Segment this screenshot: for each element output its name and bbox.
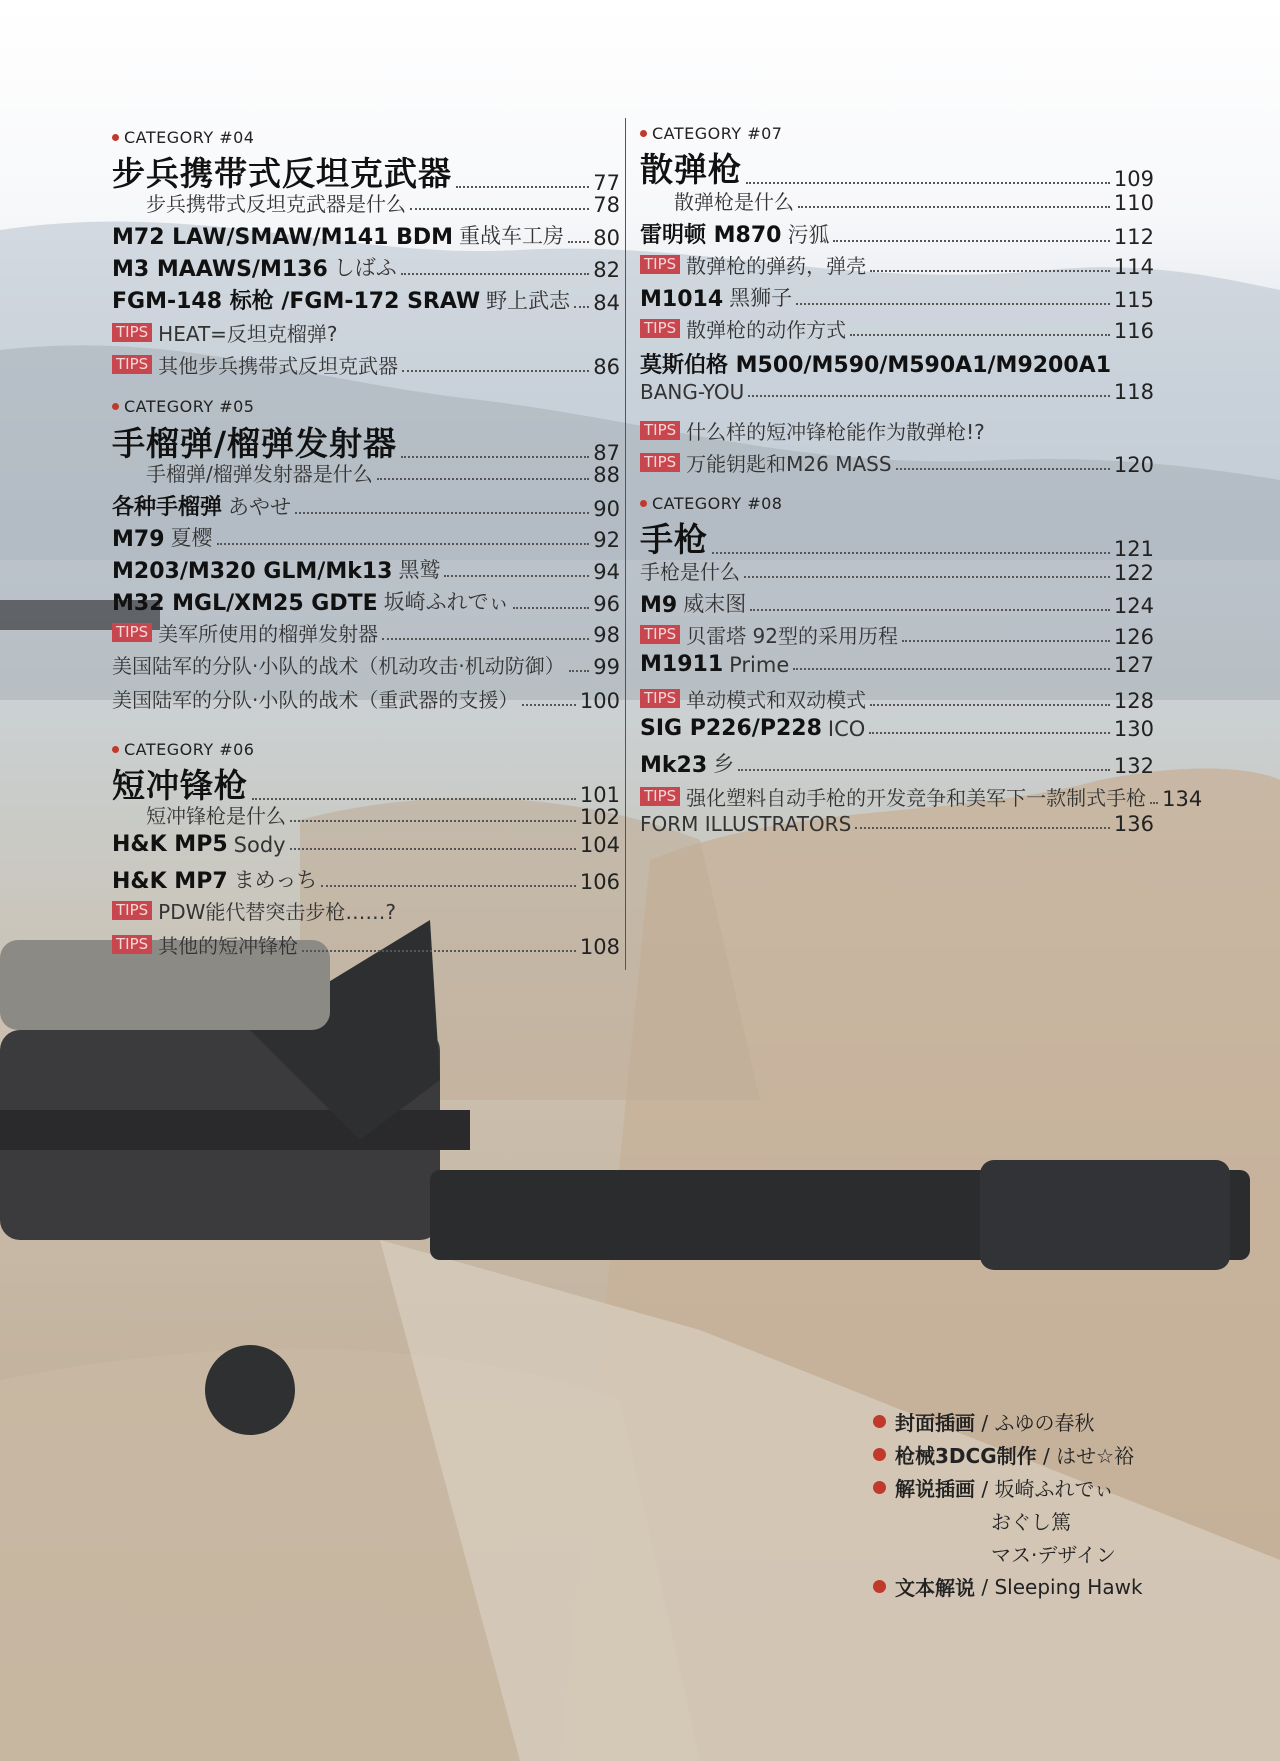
dot-leader bbox=[902, 640, 1110, 642]
bullet-icon bbox=[112, 403, 119, 410]
dot-leader bbox=[712, 552, 1110, 554]
page-number: 134 bbox=[1162, 787, 1203, 811]
credit-row: 枪械3DCG制作 / はせ☆裕 bbox=[873, 1438, 1143, 1471]
page-number: 94 bbox=[593, 560, 620, 584]
page-number: 98 bbox=[593, 623, 620, 647]
page-number: 99 bbox=[593, 655, 620, 679]
tips-badge: TIPS bbox=[640, 319, 680, 338]
toc-entry[interactable] bbox=[112, 864, 620, 894]
dot-leader bbox=[401, 273, 589, 275]
toc-entry[interactable] bbox=[640, 556, 1154, 585]
toc-entry[interactable] bbox=[112, 318, 620, 347]
entry-title: PDW能代替突击步枪……? bbox=[158, 900, 397, 924]
page-number: 115 bbox=[1113, 288, 1154, 312]
toc-entry[interactable] bbox=[640, 620, 1154, 649]
toc-entry[interactable] bbox=[112, 586, 620, 616]
entry-title: 什么样的短冲锋枪能作为散弹枪!? bbox=[686, 420, 985, 444]
toc-entry[interactable] bbox=[640, 250, 1154, 279]
credit-row: 解说插画 / 坂崎ふれでぃ bbox=[873, 1471, 1143, 1504]
dot-leader bbox=[833, 240, 1109, 242]
toc-entry[interactable] bbox=[112, 896, 620, 925]
page-number: 122 bbox=[1113, 561, 1154, 585]
tips-badge: TIPS bbox=[112, 355, 152, 374]
toc-entry[interactable] bbox=[112, 650, 620, 679]
toc-entry[interactable] bbox=[640, 812, 1154, 836]
entry-title: 手枪 bbox=[640, 520, 708, 559]
toc-entry[interactable] bbox=[674, 186, 1154, 215]
page-number: 106 bbox=[579, 870, 620, 894]
dot-leader bbox=[444, 575, 589, 577]
toc-entry[interactable] bbox=[640, 588, 1154, 618]
tips-badge: TIPS bbox=[640, 625, 680, 644]
page-number: 104 bbox=[579, 833, 620, 857]
dot-leader bbox=[290, 820, 576, 822]
entry-title: SIG P226/P228 bbox=[640, 716, 822, 741]
entry-author: 野上武志 bbox=[486, 289, 571, 313]
page-number: 127 bbox=[1113, 653, 1154, 677]
page-number: 87 bbox=[593, 441, 620, 465]
entry-author: まめっち bbox=[233, 868, 318, 892]
dot-leader bbox=[793, 668, 1110, 670]
toc-entry[interactable] bbox=[640, 448, 1154, 477]
tips-badge: TIPS bbox=[640, 255, 680, 274]
dot-leader bbox=[522, 704, 576, 706]
entry-author: 重战车工房 bbox=[459, 224, 564, 248]
dot-leader bbox=[302, 950, 576, 952]
page-number: 132 bbox=[1113, 754, 1154, 778]
entry-title: 短冲锋枪是什么 bbox=[146, 804, 286, 828]
dot-leader bbox=[744, 576, 1110, 578]
entry-title: M3 MAAWS/M136 bbox=[112, 257, 328, 282]
dot-leader bbox=[748, 395, 1110, 397]
tips-badge: TIPS bbox=[640, 689, 680, 708]
page-number: 112 bbox=[1113, 225, 1154, 249]
page-number: 116 bbox=[1113, 319, 1154, 343]
entry-author: あやせ bbox=[228, 495, 292, 519]
category-label: CATEGORY #05 bbox=[112, 397, 254, 416]
dot-leader bbox=[574, 306, 589, 308]
dot-leader bbox=[569, 670, 590, 672]
page-number: 92 bbox=[593, 528, 620, 552]
entry-author: 污狐 bbox=[787, 223, 830, 247]
entry-title: FGM-148 标枪 /FGM-172 SRAW bbox=[112, 289, 481, 314]
dot-leader bbox=[295, 512, 589, 514]
page-number: 86 bbox=[593, 355, 620, 379]
entry-title: 步兵携带式反坦克武器 bbox=[112, 154, 452, 193]
toc-entry[interactable] bbox=[640, 282, 1154, 312]
entry-title: 散弹枪的动作方式 bbox=[686, 318, 847, 342]
entry-title: 其他步兵携带式反坦克武器 bbox=[158, 354, 399, 378]
category-label: CATEGORY #08 bbox=[640, 494, 782, 513]
bullet-icon bbox=[640, 130, 647, 137]
entry-title: 短冲锋枪 bbox=[112, 766, 248, 805]
bullet-icon bbox=[640, 500, 647, 507]
entry-title: 散弹枪 bbox=[640, 150, 742, 189]
credit-row: 文本解说 / Sleeping Hawk bbox=[873, 1570, 1143, 1603]
entry-title: 万能钥匙和M26 MASS bbox=[686, 452, 892, 476]
entry-title: FORM ILLUSTRATORS bbox=[640, 812, 852, 836]
dot-leader bbox=[321, 885, 575, 887]
toc-entry[interactable] bbox=[640, 380, 1154, 404]
page-number: 109 bbox=[1113, 167, 1154, 191]
entry-title: M32 MGL/XM25 GDTE bbox=[112, 591, 378, 616]
bullet-icon bbox=[873, 1415, 886, 1428]
page-number: 114 bbox=[1113, 255, 1154, 279]
bullet-icon bbox=[873, 1481, 886, 1494]
entry-title: 手枪是什么 bbox=[640, 560, 740, 584]
toc-entry[interactable] bbox=[112, 522, 620, 552]
tips-badge: TIPS bbox=[112, 323, 152, 342]
entry-title: M203/M320 GLM/Mk13 bbox=[112, 559, 393, 584]
tips-badge: TIPS bbox=[112, 623, 152, 642]
dot-leader bbox=[1150, 802, 1158, 804]
page-number: 82 bbox=[593, 258, 620, 282]
tips-badge: TIPS bbox=[640, 787, 680, 806]
toc-entry[interactable] bbox=[640, 716, 1154, 741]
dot-leader bbox=[850, 334, 1110, 336]
entry-title: Mk23 bbox=[640, 753, 708, 778]
page-number: 101 bbox=[579, 783, 620, 807]
toc-entry[interactable] bbox=[112, 350, 620, 379]
entry-title: 其他的短冲锋枪 bbox=[158, 934, 299, 958]
toc-entry[interactable] bbox=[640, 314, 1154, 343]
column-divider bbox=[625, 118, 626, 970]
dot-leader bbox=[217, 543, 590, 545]
entry-title: 莫斯伯格 M500/M590/M590A1/M9200A1 bbox=[640, 353, 1112, 378]
category-label: CATEGORY #06 bbox=[112, 740, 254, 759]
page-number: 80 bbox=[593, 226, 620, 250]
entry-title: M9 bbox=[640, 593, 678, 618]
entry-title: 各种手榴弹 bbox=[112, 495, 223, 520]
entry-title: 强化塑料自动手枪的开发竞争和美军下一款制式手枪 bbox=[686, 786, 1147, 810]
page-number: 124 bbox=[1113, 594, 1154, 618]
credit-row: マス·デザイン bbox=[991, 1543, 1116, 1567]
entry-title: M72 LAW/SMAW/M141 BDM bbox=[112, 225, 453, 250]
page-number: 118 bbox=[1113, 380, 1154, 404]
page-number: 126 bbox=[1113, 625, 1154, 649]
dot-leader bbox=[382, 638, 589, 640]
page-number: 120 bbox=[1113, 453, 1154, 477]
page-number: 88 bbox=[593, 463, 620, 487]
section-heading-entry[interactable] bbox=[640, 514, 1154, 561]
page-number: 78 bbox=[593, 193, 620, 217]
credit-row: おぐし篤 bbox=[991, 1510, 1071, 1534]
toc-entry[interactable] bbox=[640, 218, 1154, 249]
toc-entry[interactable] bbox=[146, 458, 620, 487]
toc-entry[interactable] bbox=[640, 416, 1154, 445]
toc-entry[interactable] bbox=[640, 348, 1154, 379]
entry-title: H&K MP7 bbox=[112, 869, 228, 894]
entry-author: 威末图 bbox=[683, 592, 747, 616]
toc-entry[interactable] bbox=[146, 188, 620, 217]
page-number: 108 bbox=[579, 935, 620, 959]
bullet-icon bbox=[873, 1448, 886, 1461]
page-number: 128 bbox=[1113, 689, 1154, 713]
entry-author: Sody bbox=[233, 833, 286, 857]
dot-leader bbox=[750, 609, 1110, 611]
page-number: 96 bbox=[593, 592, 620, 616]
entry-title: 雷明顿 M870 bbox=[640, 223, 782, 248]
entry-title: M1014 bbox=[640, 287, 724, 312]
dot-leader bbox=[377, 478, 590, 480]
entry-title: 美国陆军的分队·小队的战术（机动攻击·机动防御） bbox=[112, 654, 565, 678]
toc-entry[interactable] bbox=[640, 782, 1203, 811]
dot-leader bbox=[855, 827, 1110, 829]
page-number: 84 bbox=[593, 291, 620, 315]
bullet-icon bbox=[112, 134, 119, 141]
entry-title: 美国陆军的分队·小队的战术（重武器的支援） bbox=[112, 688, 519, 712]
bullet-icon bbox=[112, 746, 119, 753]
toc-entry[interactable] bbox=[640, 748, 1154, 778]
entry-title: 步兵携带式反坦克武器是什么 bbox=[146, 192, 406, 216]
dot-leader bbox=[568, 241, 589, 243]
credits bbox=[873, 1405, 1143, 1603]
toc-entry[interactable] bbox=[640, 684, 1154, 713]
entry-title: 美军所使用的榴弹发射器 bbox=[158, 622, 379, 646]
page-number: 110 bbox=[1113, 191, 1154, 215]
entry-author: Prime bbox=[729, 653, 790, 677]
page-number: 90 bbox=[593, 497, 620, 521]
tips-badge: TIPS bbox=[640, 453, 680, 472]
tips-badge: TIPS bbox=[640, 421, 680, 440]
toc-entry[interactable] bbox=[112, 220, 620, 250]
entry-title: 贝雷塔 92型的采用历程 bbox=[686, 624, 898, 648]
section-heading-entry[interactable] bbox=[640, 144, 1154, 191]
toc-entry[interactable] bbox=[112, 684, 620, 713]
dot-leader bbox=[290, 848, 576, 850]
page-number: 121 bbox=[1113, 537, 1154, 561]
entry-author: 黑鹫 bbox=[398, 558, 441, 582]
toc-entry[interactable] bbox=[112, 490, 620, 521]
bullet-icon bbox=[873, 1580, 886, 1593]
toc-entry[interactable] bbox=[112, 252, 620, 282]
toc-entry[interactable] bbox=[112, 554, 620, 584]
dot-leader bbox=[746, 182, 1110, 184]
entry-title: M1911 bbox=[640, 652, 724, 677]
entry-title: H&K MP5 bbox=[112, 832, 228, 857]
credit-row: 封面插画 / ふゆの春秋 bbox=[873, 1405, 1143, 1438]
tips-badge: TIPS bbox=[112, 935, 152, 954]
dot-leader bbox=[896, 468, 1110, 470]
toc-entry[interactable] bbox=[112, 284, 620, 315]
entry-author: ICO bbox=[827, 717, 866, 741]
page-number: 130 bbox=[1113, 717, 1154, 741]
entry-author: 坂崎ふれでぃ bbox=[383, 590, 510, 614]
page-number: 77 bbox=[593, 171, 620, 195]
entry-title: 手榴弹/榴弹发射器 bbox=[112, 424, 398, 463]
page-number: 102 bbox=[579, 805, 620, 829]
tips-badge: TIPS bbox=[112, 901, 152, 920]
dot-leader bbox=[738, 769, 1110, 771]
entry-title: M79 bbox=[112, 527, 165, 552]
entry-author: しばふ bbox=[333, 256, 397, 280]
entry-author: 夏樱 bbox=[170, 526, 213, 550]
toc-entry[interactable] bbox=[112, 618, 620, 647]
entry-title: 手榴弹/榴弹发射器是什么 bbox=[146, 462, 373, 486]
dot-leader bbox=[513, 607, 589, 609]
dot-leader bbox=[870, 704, 1110, 706]
entry-title: BANG-YOU bbox=[640, 380, 745, 404]
category-label: CATEGORY #07 bbox=[640, 124, 782, 143]
entry-title: 单动模式和双动模式 bbox=[686, 688, 867, 712]
entry-author: 乡 bbox=[713, 752, 735, 776]
toc-entry[interactable] bbox=[112, 832, 620, 857]
toc-entry[interactable] bbox=[112, 930, 620, 959]
toc-entry[interactable] bbox=[146, 800, 620, 829]
entry-title: 散弹枪的弹药，弹壳 bbox=[686, 254, 867, 278]
dot-leader bbox=[402, 370, 589, 372]
page-number: 100 bbox=[579, 689, 620, 713]
entry-author: 黑狮子 bbox=[729, 286, 793, 310]
dot-leader bbox=[869, 732, 1110, 734]
dot-leader bbox=[796, 303, 1110, 305]
entry-title: 散弹枪是什么 bbox=[674, 190, 794, 214]
dot-leader bbox=[798, 206, 1110, 208]
toc-entry[interactable] bbox=[640, 652, 1154, 677]
category-label: CATEGORY #04 bbox=[112, 128, 254, 147]
page-number: 136 bbox=[1113, 812, 1154, 836]
dot-leader bbox=[410, 208, 589, 210]
entry-title: HEAT=反坦克榴弹? bbox=[158, 322, 338, 346]
dot-leader bbox=[870, 270, 1110, 272]
